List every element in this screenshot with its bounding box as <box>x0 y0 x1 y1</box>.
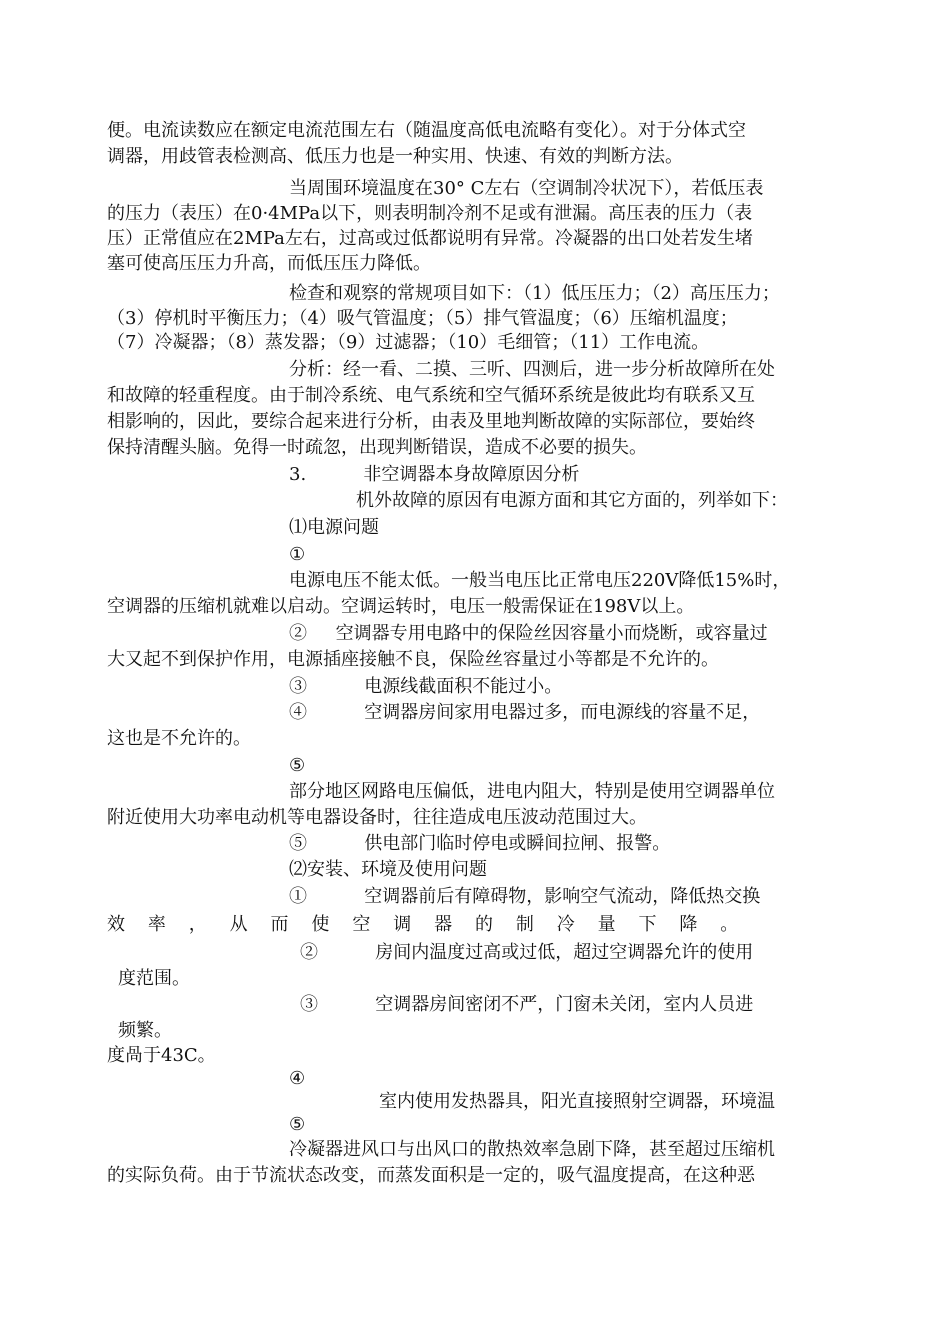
list-marker: ① <box>289 544 306 565</box>
text-line: 空调器的压缩机就难以启动。空调运转时，电压一般需保证在198V以上。 <box>107 596 695 617</box>
text-line: 调器，用歧管表检测高、低压力也是一种实用、快速、有效的判断方法。 <box>107 146 683 167</box>
text-line: 室内使用发热器具，阳光直接照射空调器，环境温 <box>379 1091 775 1112</box>
text-line: 塞可使高压压力升高，而低压压力降低。 <box>107 253 431 274</box>
text-line: 的压力（表压）在0·4MPa以下，则表明制冷剂不足或有泄漏。高压表的压力（表 <box>107 203 753 224</box>
text-line: ③ 空调器房间密闭不严，门窗未关闭，室内人员进 <box>300 994 754 1015</box>
text-line: 和故障的轻重程度。由于制冷系统、电气系统和空气循环系统是彼此均有联系又互 <box>107 385 755 406</box>
text-line: 机外故障的原因有电源方面和其它方面的，列举如下： <box>356 490 788 511</box>
text-line: 效 率 ， 从 而 使 空 调 器 的 制 冷 量 下 降 。 <box>107 914 739 935</box>
text-line: 冷凝器进风口与出风口的散热效率急剧下降，甚至超过压缩机 <box>289 1139 775 1160</box>
text-line: 的实际负荷。由于节流状态改变，而蒸发面积是一定的，吸气温度提高，在这种恶 <box>107 1165 755 1186</box>
text-line: 便。电流读数应在额定电流范围左右（随温度高低电流略有变化）。对于分体式空 <box>107 120 746 141</box>
text-line: 频繁。 <box>118 1020 172 1041</box>
text-line: 电源电压不能太低。一般当电压比正常电压220V降低15%时， <box>289 570 791 591</box>
text-line: 部分地区网路电压偏低，进电内阻大，特别是使用空调器单位 <box>289 781 775 802</box>
text-line: ② 空调器专用电路中的保险丝因容量小而烧断，或容量过 <box>289 623 768 644</box>
text-line: 压）正常值应在2MPa左右，过高或过低都说明有异常。冷凝器的出口处若发生堵 <box>107 228 753 249</box>
text-line: ② 房间内温度过高或过低，超过空调器允许的使用 <box>300 942 754 963</box>
text-line: （7）冷凝器；（8）蒸发器；（9）过滤器；（10）毛细管；（11）工作电流。 <box>107 332 710 353</box>
text-line: 这也是不允许的。 <box>107 728 251 749</box>
text-line: 度咼于43C。 <box>107 1045 216 1066</box>
text-line: 分析：经一看、二摸、三听、四测后，进一步分析故障所在处 <box>289 359 775 380</box>
text-line: ① 空调器前后有障碍物，影响空气流动，降低热交换 <box>289 886 761 907</box>
text-line: 当周围环境温度在30° C左右（空调制冷状况下），若低压表 <box>289 178 764 199</box>
text-line: ⑤ 供电部门临时停电或瞬间拉闸、报警。 <box>289 833 671 854</box>
text-line: （3）停机时平衡压力；（4）吸气管温度；（5）排气管温度；（6）压缩机温度； <box>107 308 738 329</box>
section-heading: 3. 非空调器本身故障原因分析 <box>289 464 580 485</box>
text-line: 检查和观察的常规项目如下：（1）低压压力；（2）高压压力； <box>289 283 780 304</box>
text-line: 相影响的，因此，要综合起来进行分析，由表及里地判断故障的实际部位，要始终 <box>107 411 755 432</box>
text-line: ④ 空调器房间家用电器过多，而电源线的容量不足， <box>289 702 761 723</box>
text-line: 度范围。 <box>118 968 190 989</box>
text-line: 附近使用大功率电动机等电器设备时，往往造成电压波动范围过大。 <box>107 807 647 828</box>
list-marker: ⑤ <box>289 1114 306 1135</box>
list-marker: ⑤ <box>289 755 306 776</box>
list-marker: ④ <box>289 1068 306 1089</box>
text-line: ③ 电源线截面积不能过小。 <box>289 676 563 697</box>
subsection-heading: ⑵安装、环境及使用问题 <box>289 859 487 880</box>
text-line: 保持清醒头脑。免得一时疏忽，出现判断错误，造成不必要的损失。 <box>107 437 647 458</box>
text-line: 大又起不到保护作用，电源插座接触不良，保险丝容量过小等都是不允许的。 <box>107 649 719 670</box>
subsection-heading: ⑴电源问题 <box>289 517 379 538</box>
